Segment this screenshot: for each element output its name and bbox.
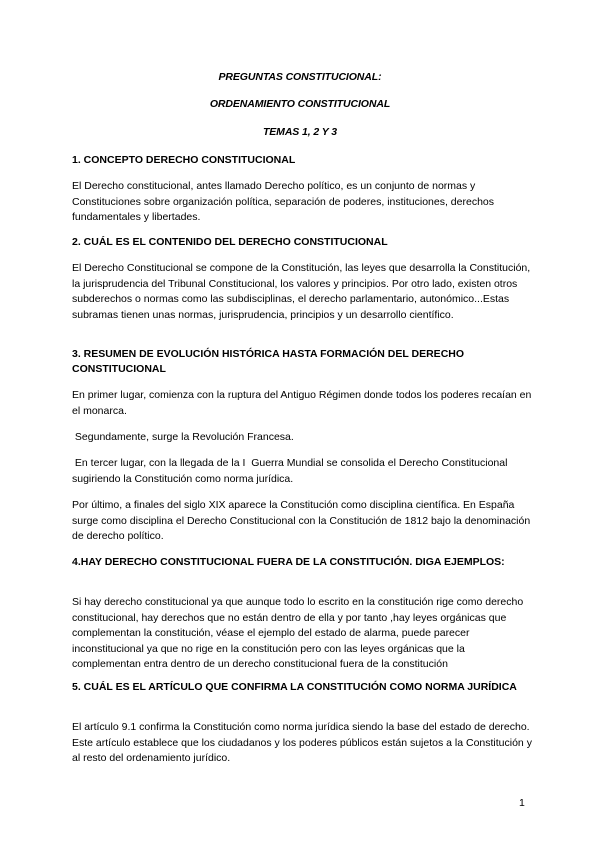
section-4-paragraph: Si hay derecho constitucional ya que aunque todo lo escrito en la constitución rige como derecho constitucional, hay derechos que no están dentro de ella y por tanto ,hay leyes orgánicas que complementan la constitución, véase el ejemplo del estado de alarma, puede parecer inconstitucional ya que no rige en la constitución pero con las leyes orgánicas que la complementan entra dentro de un derecho constitucional fuera de la constitución (72, 596, 524, 671)
section-5-heading: 5. CUÁL ES EL ARTÍCULO QUE CONFIRMA LA CONSTITUCIÓN COMO NORMA JURÍDICA (72, 681, 517, 693)
section-3-paragraph-1: En primer lugar, comienza con la ruptura del Antiguo Régimen donde todos los poderes recaían en el monarca. (72, 389, 532, 417)
section-1-paragraph: El Derecho constitucional, antes llamado Derecho político, es un conjunto de normas y Constituciones sobre organización política, separación de poderes, instituciones, derechos fundamentales y libertades. (72, 180, 494, 224)
document-subtitle: ORDENAMIENTO CONSTITUCIONAL (209, 98, 391, 110)
section-3-heading: 3. RESUMEN DE EVOLUCIÓN HISTÓRICA HASTA FORMACIÓN DEL DERECHO CONSTITUCIONAL (72, 348, 465, 375)
page-number: 1 (519, 797, 525, 809)
section-3-paragraph-4: Por último, a finales del siglo XIX aparece la Constitución como disciplina científica. En España surge como disciplina el Derecho Constitucional con la Constitución de 1812 bajo la denominación de derecho político. (72, 499, 531, 543)
section-2-paragraph: El Derecho Constitucional se compone de la Constitución, las leyes que desarrolla la Constitución, la jurisprudencia del Tribunal Constitucional, los valores y principios. Por otro lado, existen otros subderechos o normas como las subdisciplinas, el derecho parlamentario, autonómico...Estas subramas tienen unas normas, jurisprudencia, principios y un desarrollo científico. (72, 262, 531, 321)
section-5-paragraph: El artículo 9.1 confirma la Constitución como norma jurídica siendo la base del estado de derecho. Este artículo establece que los ciudadanos y los poderes públicos están sujetos a la Constitución y al resto del ordenamiento jurídico. (72, 721, 532, 765)
section-3-paragraph-2: Segundamente, surge la Revolución Francesa. (72, 431, 294, 443)
section-1-heading: 1. CONCEPTO DERECHO CONSTITUCIONAL (72, 154, 296, 166)
section-2-heading: 2. CUÁL ES EL CONTENIDO DEL DERECHO CONSTITUCIONAL (72, 236, 388, 248)
document-topics: TEMAS 1, 2 Y 3 (262, 126, 338, 138)
section-4-heading: 4.HAY DERECHO CONSTITUCIONAL FUERA DE LA CONSTITUCIÓN. DIGA EJEMPLOS: (72, 556, 505, 568)
document-title: PREGUNTAS CONSTITUCIONAL: (218, 71, 382, 83)
section-3-paragraph-3: En tercer lugar, con la llegada de la I Guerra Mundial se consolida el Derecho Constitucional sugiriendo la Constitución como norma jurídica. (72, 457, 511, 485)
